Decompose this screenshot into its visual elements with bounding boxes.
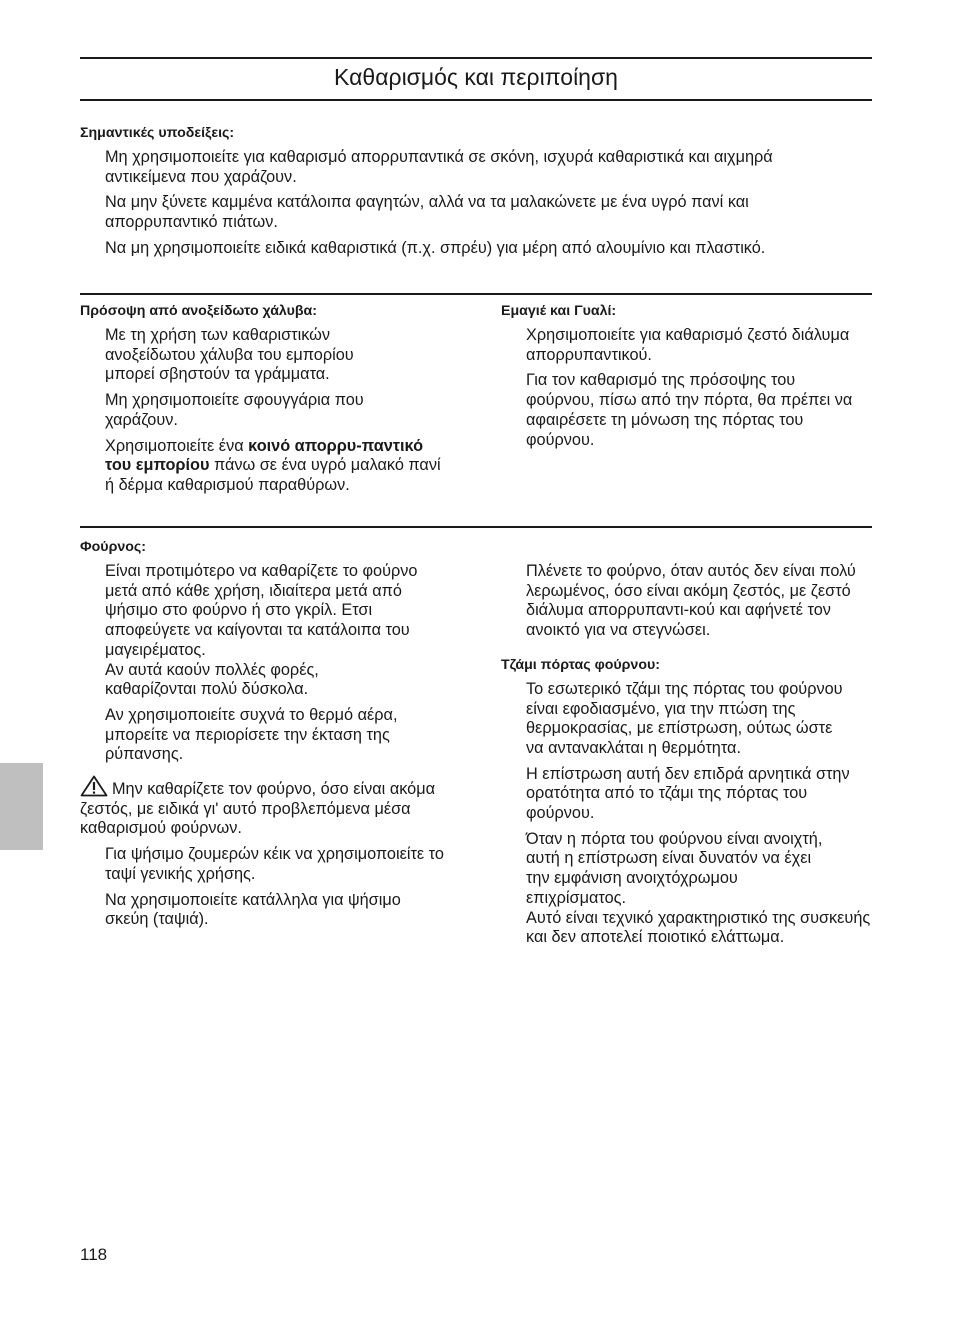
page-number: 118 <box>80 1245 108 1264</box>
oven-warning-text: Μην καθαρίζετε τον φούρνο, όσο είναι ακόμα ζεστός, με ειδικά γι' αυτό προβλεπόμενα μέσα καθαρισμού φούρνων. <box>80 780 436 838</box>
header-bottom-rule <box>80 99 872 101</box>
glass-paragraph: Αυτό είναι τεχνικό χαρακτηριστικό της συσκευής και δεν αποτελεί ποιοτικό ελάττωμα. <box>526 908 871 947</box>
glass-paragraph: Όταν η πόρτα του φούρνου είναι ανοιχτή, αυτή η επίστρωση είναι δυνατόν να έχει την εμφάνιση ανοιχτόχρωμου επιχρίσματος. <box>526 829 823 907</box>
stainless-item-text: πάνω σε ένα υγρό μαλακό πανί ή δέρμα καθαρισμού παραθύρων. <box>105 456 441 494</box>
important-notes-heading: Σημαντικές υποδείξεις: <box>80 125 235 141</box>
chapter-thumb-tab <box>0 763 43 850</box>
stainless-item-emphasis: κοινό απορρυ-παντικό του εμπορίου <box>105 436 424 475</box>
stainless-item: Μη χρησιμοποιείτε σφουγγάρια που χαράζουν. <box>105 391 364 429</box>
oven-door-glass-heading: Τζάμι πόρτας φούρνου: <box>501 656 660 673</box>
stainless-steel-heading: Πρόσοψη από ανοξείδωτο χάλυβα: <box>80 303 317 319</box>
section-divider <box>80 526 872 528</box>
enamel-glass-section <box>501 301 873 456</box>
stainless-item <box>105 437 445 496</box>
oven-section <box>80 537 452 936</box>
oven-paragraph: Για ψήσιμο ζουμερών κέικ να χρησιμοποιείτε το ταψί γενικής χρήσης. <box>105 845 444 883</box>
header-top-rule <box>80 57 872 59</box>
glass-paragraph: Το εσωτερικό τζάμι της πόρτας του φούρνου είναι εφοδιασμένο, για την πτώση της θερμοκρασίας, με επίστρωση, ούτως ώστε να αντανακλάται η θερμότητα. <box>526 679 843 757</box>
enamel-item: Για τον καθαρισμό της πρόσοψης του φούρνου, πίσω από την πόρτα, θα πρέπει να αφαιρέσετε τη μόνωση της πόρτας του φούρνου. <box>526 371 853 449</box>
warning-triangle-icon <box>80 775 108 797</box>
oven-paragraph: Αν χρησιμοποιείτε συχνά το θερμό αέρα, μπορείτε να περιορίσετε την έκταση της ρύπανσης. <box>105 705 398 764</box>
oven-section-continued <box>501 562 873 954</box>
enamel-glass-heading: Εμαγιέ και Γυαλί: <box>501 303 617 319</box>
oven-paragraph: Είναι προτιμότερο να καθαρίζετε το φούρνο μετά από κάθε χρήση, ιδιαίτερα μετά από ψήσιμο στο φούρνο ή στο γκρίλ. Ετσι αποφεύγετε να καίγονται τα κατάλοιπα του μαγειρέματος. <box>105 562 418 659</box>
stainless-item-text: Χρησιμοποιείτε ένα <box>105 436 249 455</box>
oven-heading: Φούρνος: <box>80 539 147 555</box>
page-title: Καθαρισμός και περιποίηση <box>334 64 618 90</box>
oven-paragraph: Πλένετε το φούρνο, όταν αυτός δεν είναι πολύ λερωμένος, όσο είναι ακόμη ζεστός, με ζεστό διάλυμα απορρυπαντι-κού και αφήνετέ τον ανοικτό για να στεγνώσει. <box>526 562 856 640</box>
important-notes-section <box>80 123 872 265</box>
oven-warning <box>80 775 448 839</box>
note-item: Να μην ξύνετε καμμένα κατάλοιπα φαγητών, αλλά να τα μαλακώνετε με ένα υγρό πανί και απορρυπαντικό πιάτων. <box>105 193 749 232</box>
oven-paragraph: Να χρησιμοποιείτε κατάλληλα για ψήσιμο σκεύη (ταψιά). <box>105 890 401 929</box>
note-item: Να μη χρησιμοποιείτε ειδικά καθαριστικά (π.χ. σπρέυ) για μέρη από αλουμίνιο και πλαστικό. <box>105 238 766 257</box>
note-item: Μη χρησιμοποιείτε για καθαρισμό απορρυπαντικά σε σκόνη, ισχυρά καθαριστικά και αιχμηρά αντικείμενα που χαράζουν. <box>105 148 773 186</box>
stainless-steel-section <box>80 301 452 502</box>
oven-paragraph: Αν αυτά καούν πολλές φορές, καθαρίζονται πολύ δύσκολα. <box>105 660 319 699</box>
section-divider <box>80 293 872 295</box>
glass-paragraph: Η επίστρωση αυτή δεν επιδρά αρνητικά στην ορατότητα από το τζάμι της πόρτας του φούρνου. <box>526 764 850 823</box>
enamel-item: Χρησιμοποιείτε για καθαρισμό ζεστό διάλυμα απορρυπαντικού. <box>526 326 850 364</box>
stainless-item: Με τη χρήση των καθαριστικών ανοξείδωτου χάλυβα του εμπορίου μπορεί σβηστούν τα γράμματα. <box>105 326 354 384</box>
